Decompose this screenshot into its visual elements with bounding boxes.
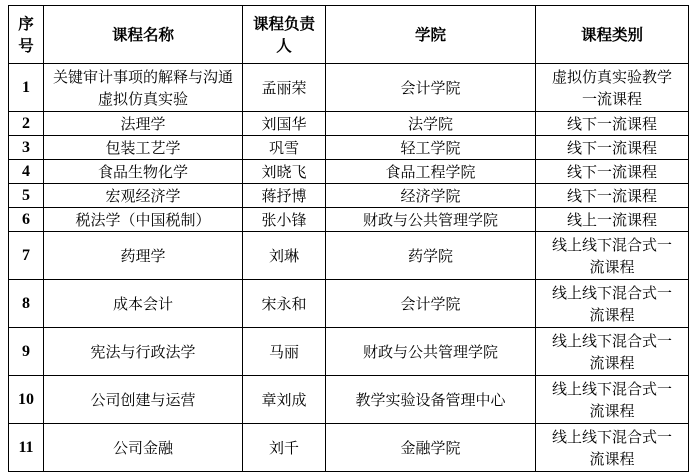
header-type: 课程类别	[536, 6, 689, 64]
cell-no: 6	[9, 208, 44, 232]
cell-no: 10	[9, 376, 44, 424]
cell-type: 线上线下混合式一流课程	[536, 424, 689, 472]
table-row	[9, 232, 689, 280]
cell-course: 法理学	[44, 112, 243, 136]
cell-lead: 巩雪	[243, 136, 326, 160]
table-row	[9, 64, 689, 112]
cell-no: 7	[9, 232, 44, 280]
cell-no: 3	[9, 136, 44, 160]
cell-type: 线上线下混合式一流课程	[536, 232, 689, 280]
table-row	[9, 424, 689, 472]
header-college: 学院	[326, 6, 536, 64]
cell-course: 宏观经济学	[44, 184, 243, 208]
cell-lead: 刘琳	[243, 232, 326, 280]
table-row	[9, 376, 689, 424]
table-row	[9, 328, 689, 376]
cell-college: 轻工学院	[326, 136, 536, 160]
cell-college: 教学实验设备管理中心	[326, 376, 536, 424]
cell-college: 财政与公共管理学院	[326, 208, 536, 232]
cell-lead: 宋永和	[243, 280, 326, 328]
cell-course: 药理学	[44, 232, 243, 280]
cell-type: 虚拟仿真实验教学一流课程	[536, 64, 689, 112]
cell-college: 经济学院	[326, 184, 536, 208]
cell-type: 线上线下混合式一流课程	[536, 376, 689, 424]
cell-college: 食品工程学院	[326, 160, 536, 184]
table-row	[9, 184, 689, 208]
cell-course: 关键审计事项的解释与沟通虚拟仿真实验	[44, 64, 243, 112]
cell-lead: 章刘成	[243, 376, 326, 424]
cell-type: 线上一流课程	[536, 208, 689, 232]
cell-course: 公司创建与运营	[44, 376, 243, 424]
cell-lead: 马丽	[243, 328, 326, 376]
table-row	[9, 280, 689, 328]
header-lead: 课程负责人	[243, 6, 326, 64]
header-course: 课程名称	[44, 6, 243, 64]
cell-no: 11	[9, 424, 44, 472]
cell-no: 9	[9, 328, 44, 376]
cell-no: 2	[9, 112, 44, 136]
cell-no: 4	[9, 160, 44, 184]
cell-course: 成本会计	[44, 280, 243, 328]
cell-lead: 刘国华	[243, 112, 326, 136]
cell-no: 1	[9, 64, 44, 112]
cell-lead: 孟丽荣	[243, 64, 326, 112]
cell-course: 公司金融	[44, 424, 243, 472]
cell-type: 线下一流课程	[536, 160, 689, 184]
table-row	[9, 160, 689, 184]
cell-type: 线下一流课程	[536, 184, 689, 208]
cell-course: 税法学（中国税制）	[44, 208, 243, 232]
cell-type: 线下一流课程	[536, 136, 689, 160]
cell-course: 包装工艺学	[44, 136, 243, 160]
table-row	[9, 136, 689, 160]
cell-college: 法学院	[326, 112, 536, 136]
cell-lead: 刘千	[243, 424, 326, 472]
cell-college: 金融学院	[326, 424, 536, 472]
table-row	[9, 208, 689, 232]
header-row	[9, 6, 689, 64]
cell-lead: 张小锋	[243, 208, 326, 232]
cell-no: 5	[9, 184, 44, 208]
cell-college: 会计学院	[326, 280, 536, 328]
cell-lead: 蒋抒博	[243, 184, 326, 208]
cell-type: 线上线下混合式一流课程	[536, 328, 689, 376]
cell-course: 宪法与行政法学	[44, 328, 243, 376]
cell-type: 线下一流课程	[536, 112, 689, 136]
cell-no: 8	[9, 280, 44, 328]
cell-college: 会计学院	[326, 64, 536, 112]
cell-course: 食品生物化学	[44, 160, 243, 184]
cell-type: 线上线下混合式一流课程	[536, 280, 689, 328]
cell-lead: 刘晓飞	[243, 160, 326, 184]
table-row	[9, 112, 689, 136]
cell-college: 财政与公共管理学院	[326, 328, 536, 376]
cell-college: 药学院	[326, 232, 536, 280]
header-no: 序号	[9, 6, 44, 64]
course-table	[8, 5, 689, 472]
